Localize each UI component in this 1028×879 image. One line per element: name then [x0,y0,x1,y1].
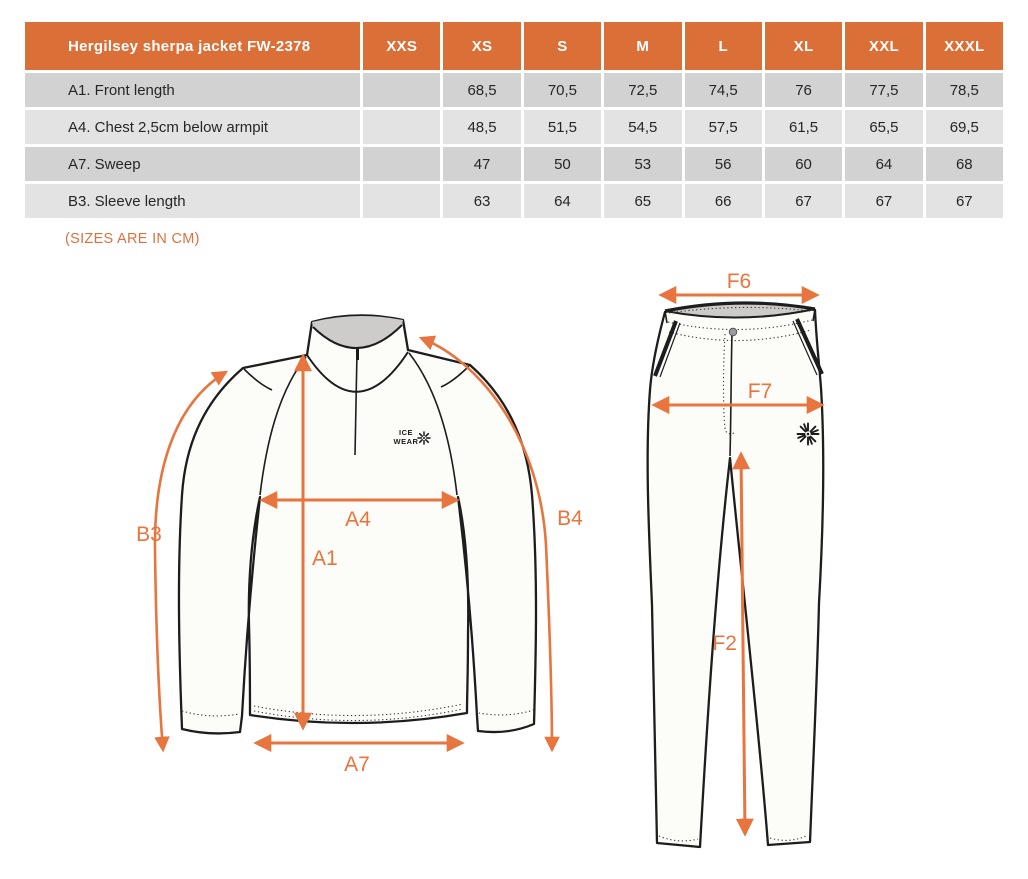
size-value-cell: 70,5 [524,73,601,107]
size-value-cell [363,73,440,107]
size-col-header-s: S [524,22,601,70]
size-value-cell: 51,5 [524,110,601,144]
size-value-cell: 68 [926,147,1003,181]
row-label-sleeve-length: B3. Sleeve length [25,184,360,218]
size-col-header-xs: XS [443,22,520,70]
size-value-cell: 77,5 [845,73,922,107]
size-value-cell: 63 [443,184,520,218]
waist-button [729,328,737,336]
size-value-cell: 76 [765,73,842,107]
size-value-cell: 60 [765,147,842,181]
size-value-cell: 47 [443,147,520,181]
size-value-cell: 67 [845,184,922,218]
size-value-cell: 56 [685,147,762,181]
size-value-cell: 66 [685,184,762,218]
pants-diagram [620,270,880,870]
size-table [25,22,1003,218]
size-col-header-xxxl: XXXL [926,22,1003,70]
size-value-cell: 48,5 [443,110,520,144]
snowflake-icon [798,424,819,445]
f2-label: F2 [712,632,737,655]
size-value-cell: 69,5 [926,110,1003,144]
a4-label: A4 [345,508,371,531]
size-value-cell: 65,5 [845,110,922,144]
size-value-cell: 67 [926,184,1003,218]
size-value-cell: 68,5 [443,73,520,107]
b4-label: B4 [557,507,583,530]
size-value-cell: 65 [604,184,681,218]
a7-label: A7 [344,753,370,776]
size-col-header-xxl: XXL [845,22,922,70]
row-label-chest: A4. Chest 2,5cm below armpit [25,110,360,144]
size-col-header-l: L [685,22,762,70]
f7-label: F7 [747,380,773,403]
row-label-sweep: A7. Sweep [25,147,360,181]
size-col-header-xl: XL [765,22,842,70]
size-col-header-xxs: XXS [363,22,440,70]
size-value-cell [363,184,440,218]
logo-text-line2: WEAR [393,437,419,446]
logo-text-line1: ICE [398,428,414,437]
size-value-cell: 74,5 [685,73,762,107]
size-value-cell: 64 [524,184,601,218]
jacket-diagram [100,280,620,800]
size-value-cell [363,110,440,144]
size-col-header-m: M [604,22,681,70]
size-value-cell: 57,5 [685,110,762,144]
snowflake-icon [418,432,430,444]
pants-outline [648,303,824,847]
size-value-cell [363,147,440,181]
size-value-cell: 67 [765,184,842,218]
f6-label: F6 [726,270,752,293]
row-label-front-length: A1. Front length [25,73,360,107]
size-value-cell: 72,5 [604,73,681,107]
size-value-cell: 54,5 [604,110,681,144]
sizes-unit-note: (SIZES ARE IN CM) [65,231,200,247]
size-value-cell: 64 [845,147,922,181]
size-value-cell: 53 [604,147,681,181]
size-value-cell: 61,5 [765,110,842,144]
size-value-cell: 50 [524,147,601,181]
b3-label: B3 [136,523,162,546]
size-value-cell: 78,5 [926,73,1003,107]
table-title-cell: Hergilsey sherpa jacket FW-2378 [25,22,360,70]
a1-label: A1 [312,547,338,570]
